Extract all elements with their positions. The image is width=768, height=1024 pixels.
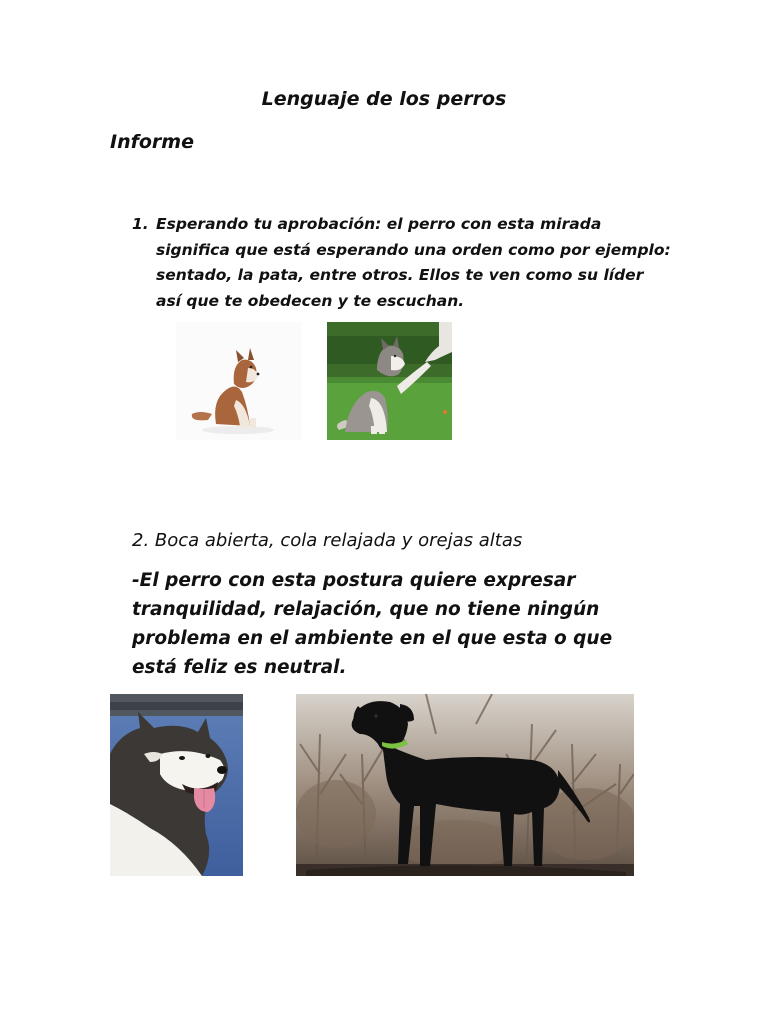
section-1-text: Esperando tu aprobación: el perro con esta mirada significa que está esperando una orden como por ejemplo: sentado, la pata, entre otros. Ellos te ven como su líder así que te obedecen y te escuchan. bbox=[156, 215, 671, 310]
standing-black-labrador-photo bbox=[296, 694, 634, 876]
section-2-text: -El perro con esta postura quiere expresar tranquilidad, relajación, que no tiene ningún problema en el ambiente en el que esta o que está feliz es neutral. bbox=[132, 570, 613, 678]
sitting-husky-photo bbox=[176, 322, 302, 440]
document-title: Lenguaje de los perros bbox=[261, 88, 507, 110]
section-1-number: 1. bbox=[132, 215, 149, 233]
section-2-heading: 2. Boca abierta, cola relajada y orejas altas bbox=[132, 530, 523, 551]
husky-giving-paw-photo bbox=[327, 322, 452, 440]
section-1 bbox=[132, 212, 672, 314]
document-subtitle: Informe bbox=[110, 131, 194, 153]
malamute-open-mouth-photo bbox=[110, 694, 243, 876]
